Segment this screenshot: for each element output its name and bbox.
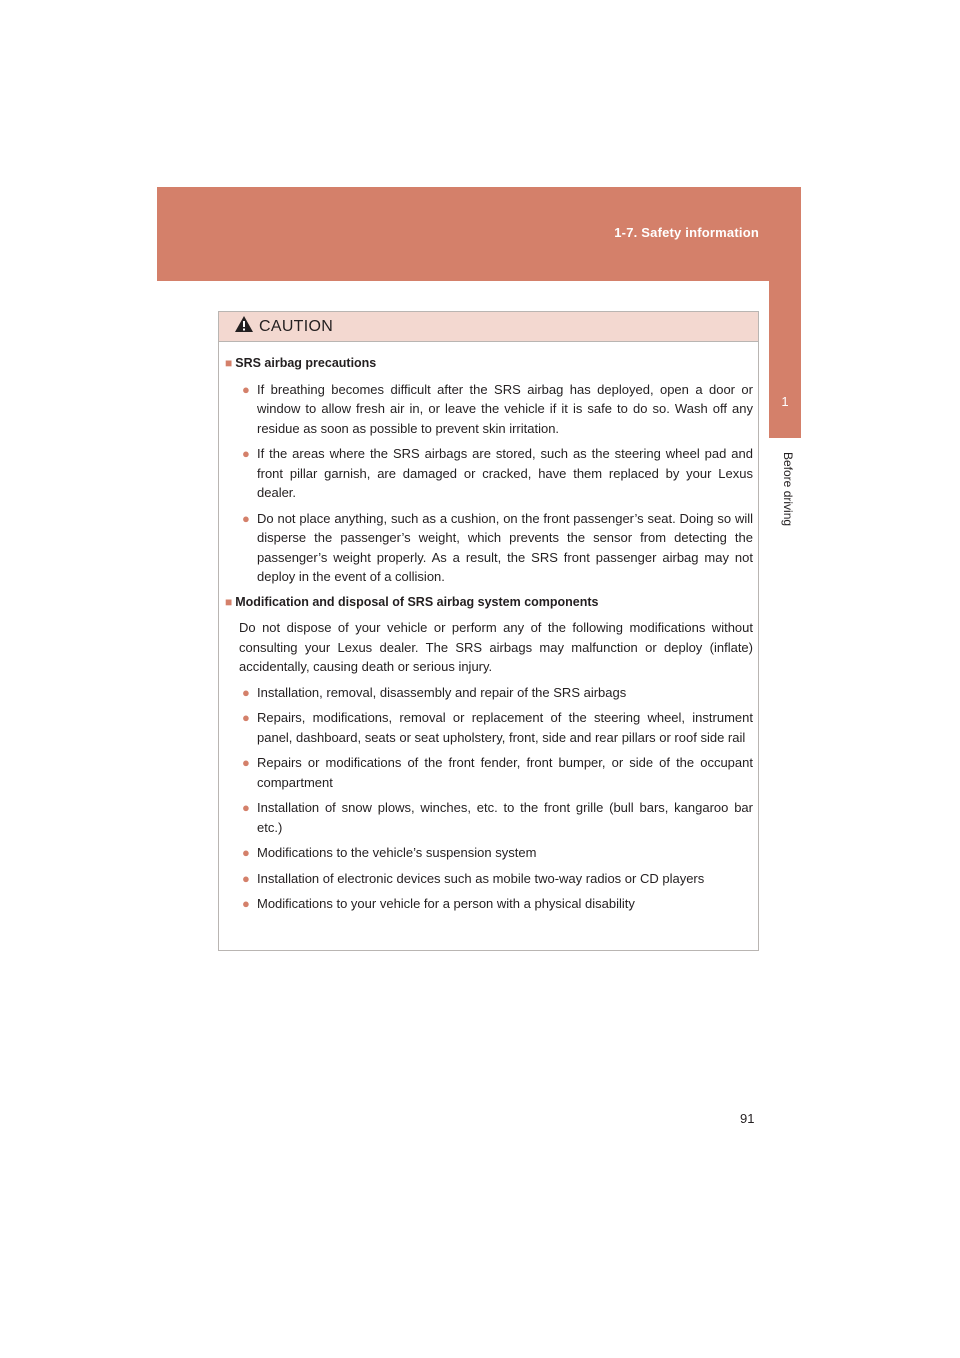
warning-triangle-icon (234, 315, 254, 338)
bullet-dot-icon: ● (242, 710, 250, 725)
list-item: ● Repairs, modifications, removal or replacement of the steering wheel, instrument panel, dashboard, seats or seat upholstery, front, side and rear pillars or roof side rail (242, 710, 753, 745)
section-heading: ■ SRS airbag precautions (225, 356, 377, 370)
chapter-tab (769, 281, 801, 438)
square-bullet-icon: ■ (225, 594, 233, 609)
section-paragraph: Do not dispose of your vehicle or perform any of the following modifications without consulting your Lexus dealer. The SRS airbags may malfunction or deploy (inflate) accidentally, causing death or serious injury. (239, 620, 753, 674)
caution-box (218, 311, 759, 951)
bullet-dot-icon: ● (242, 510, 250, 526)
bullet-dot-icon: ● (242, 755, 250, 770)
list-item: ● Repairs or modifications of the front fender, front bumper, or side of the occupant compartment (242, 755, 753, 790)
list-item: ● Do not place anything, such as a cushion, on the front passenger’s seat. Doing so will disperse the passenger’s weight, which prevents the sensor from detecting the passenger’s weight properly. As a result, the SRS front passenger airbag may not deploy in the event of a collision. (242, 510, 753, 584)
bullet-dot-icon: ● (242, 800, 250, 815)
list-item: ● Installation, removal, disassembly and repair of the SRS airbags (225, 683, 753, 703)
list-item: ● If the areas where the SRS airbags are stored, such as the steering wheel pad and front pillar garnish, are damaged or cracked, have them replaced by your Lexus dealer. (242, 446, 753, 500)
list-item: ● Installation of snow plows, winches, etc. to the front grille (bull bars, kangaroo bar etc.) (242, 800, 753, 835)
page-number: 91 (740, 1111, 755, 1126)
section-heading: ■ Modification and disposal of SRS airbag system components (225, 594, 599, 609)
caution-header (219, 312, 758, 342)
bullet-dot-icon: ● (242, 684, 250, 700)
bullet-dot-icon: ● (242, 870, 250, 886)
list-item: ● Modifications to your vehicle for a person with a physical disability (225, 894, 753, 914)
section-header-band (157, 187, 801, 281)
chapter-number: 1 (781, 394, 789, 409)
bullet-dot-icon: ● (242, 845, 250, 860)
caution-body (219, 342, 758, 914)
bullet-dot-icon: ● (242, 446, 250, 461)
caution-title: CAUTION (259, 317, 334, 335)
list-item: ● Installation of electronic devices such as mobile two-way radios or CD players (225, 869, 753, 889)
chapter-label: Before driving (781, 452, 795, 527)
list-item: ● Modifications to the vehicle’s suspension system (225, 843, 753, 863)
section-title: 1-7. Safety information (614, 225, 759, 240)
list-item: ● If breathing becomes difficult after the SRS airbag has deployed, open a door or window to allow fresh air in, or leave the vehicle if it is safe to do so. Wash off any residue as soon as possible to prevent skin irritation. (242, 381, 753, 436)
bullet-dot-icon: ● (242, 381, 250, 397)
bullet-dot-icon: ● (242, 896, 250, 911)
square-bullet-icon: ■ (225, 356, 233, 370)
